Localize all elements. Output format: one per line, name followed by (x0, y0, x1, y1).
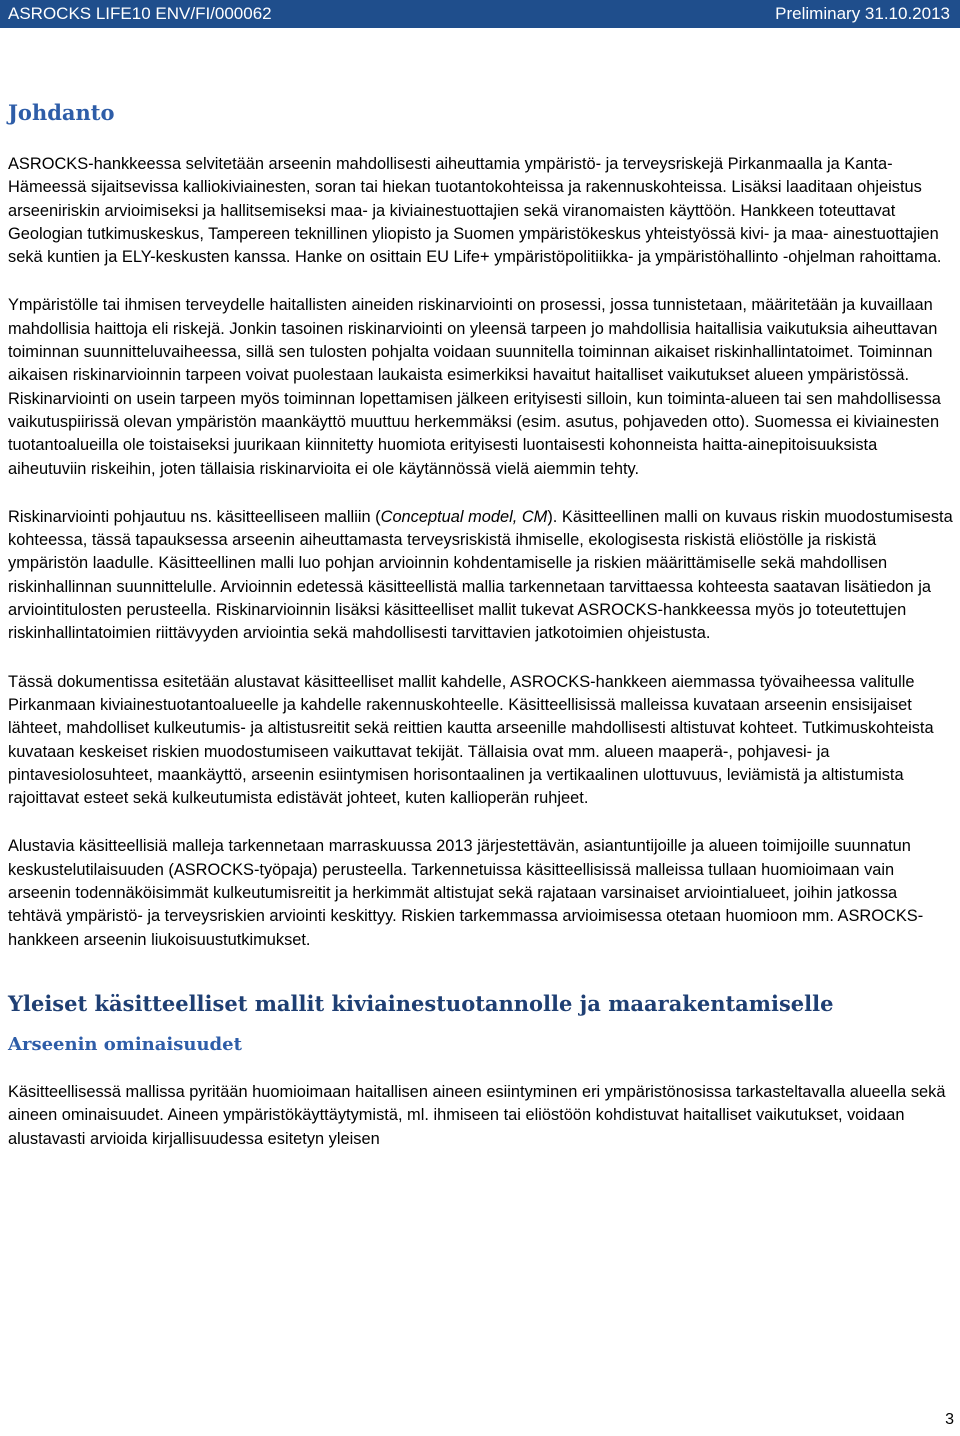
paragraph-2: Ympäristölle tai ihmisen terveydelle haitallisten aineiden riskinarviointi on prosessi, jossa tunnistetaan, määritetään ja kuvaillaan mahdollisia haittoja eli riskejä. Jonkin tasoinen riskinarviointi on yleensä tarpeen jo mahdollisia haitallisia vaikutuksia aiheuttavan toiminnan suunnitteluvaiheessa, sillä sen tulosten pohjalta voidaan suunnitella toiminnan aikaiset riskinhallintatoimet. Toiminnan aikaisen riskinarvioinnin tarpeen voivat puolestaan laukaista esimerkiksi havaitut haitalliset vaikutukset alueen ympäristössä. Riskinarviointi on usein tarpeen myös toiminnan lopettamisen jälkeen erityisesti silloin, kun toiminta-alueen tai sen mahdollisessa vaikutuspiirissä olevan ympäristön maankäyttö muuttuu herkemmäksi (esim. asutus, pohjaveden otto). Suomessa ei kiviainesten tuotantoalueilla ole toistaiseksi juurikaan kiinnitetty huomiota erityisesti luontaisesti kohonneista haitta-ainepitoisuuksista aiheutuviin riskeihin, joten tällaisia riskinarvioita ei ole käytännössä vielä aiemmin tehty. (8, 296, 941, 478)
paragraph-6: Käsitteellisessä mallissa pyritään huomioimaan haitallisen aineen esiintyminen eri ympäristönosissa tarkasteltavalla alueella sekä aineen ominaisuudet. Aineen ympäristökäyttäytymistä, ml. ihmiseen tai eliöstöön kohdistuvat haitalliset vaikutukset, voidaan alustavasti arvioida kirjallisuudessa esitetyn yleisen (8, 1082, 946, 1148)
section-heading-general-models: Yleiset käsitteelliset mallit kiviainestuotannolle ja maarakentamiselle (8, 990, 834, 1016)
paragraph-4: Tässä dokumentissa esitetään alustavat käsitteelliset mallit kahdelle, ASROCKS-hankkeen aiemmassa työvaiheessa valitulle Pirkanmaan kiviainestuotantoalueelle ja kahdelle rakennuskohteelle. Käsitteellisissä malleissa kuvataan arseenin ensisijaiset lähteet, mahdolliset kulkeutumis- ja altistusreitit sekä reittien kautta arseenille mahdollisesti altistuvat kohteet. Tutkimuskohteista kuvataan keskeiset riskien muodostumiseen vaikuttavat tekijät. Tällaisia ovat mm. alueen maaperä-, pohjavesi- ja pintavesiolosuhteet, maankäyttö, arseenin esiintymisen horisontaalinen ja vertikaalinen ulottuvuus, leviämistä ja altistumista rajoittavat esteet sekä kulkeutumista edistävät johteet, kuten kallioperän ruhjeet. (8, 672, 934, 808)
page-number: 3 (945, 1411, 954, 1428)
page-header (0, 0, 960, 28)
header-status-date: Preliminary 31.10.2013 (775, 4, 950, 23)
paragraph-3 (8, 506, 954, 646)
paragraph-3-term: Conceptual model, CM (380, 507, 548, 526)
section-heading-introduction: Johdanto (8, 100, 115, 125)
paragraph-5: Alustavia käsitteellisiä malleja tarkennetaan marraskuussa 2013 järjestettävän, asiantuntijoille ja alueen toimijoille suunnatun keskustelutilaisuuden (ASROCKS-työpaja) perusteella. Tarkennetuissa käsitteellisissä malleissa tullaan huomioimaan vain arseenin todennäköisimmät kulkeutumisreitit ja herkimmät altistujat sekä rajataan varsinaiset arviointialueet, joihin jatkossa tehtävä ympäristö- ja terveysriskien arviointi keskittyy. Riskien tarkemmassa arvioimisessa otetaan huomioon mm. ASROCKS-hankkeen arseenin liukoisuustutkimukset. (8, 837, 924, 949)
paragraph-3-text-start: Riskinarviointi pohjautuu ns. käsitteelliseen malliin ( (8, 507, 381, 526)
document-body (8, 98, 954, 1151)
subsection-heading-arsenic-properties: Arseenin ominaisuudet (8, 1033, 242, 1055)
paragraph-3-text-end: ). Käsitteellinen malli on kuvaus riskin muodostumisesta kohteessa, tässä tapauksessa arseenin aiheuttamasta terveysriskistä ihmiselle, ekologisesta riskistä eliöstölle ja riskistä ympäristön laadulle. Käsitteellinen malli luo pohjan arvioinnin kohdentamiselle ja riskien määrittämiselle sekä mahdollisen riskinhallinnan suunnittelulle. Arvioinnin edetessä käsitteellistä mallia tarkennetaan tarvittaessa kohteesta saatavan lisätiedon ja arviointitulosten perusteella. Riskinarvioinnin lisäksi käsitteelliset mallit tukevat ASROCKS-hankkeessa myös jo toteutettujen riskinhallintatoimien riittävyyden arviointia sekä mahdollisesti tarvittavien jatkotoimien ohjeistusta. (8, 507, 953, 643)
paragraph-1: ASROCKS-hankkeessa selvitetään arseenin mahdollisesti aiheuttamia ympäristö- ja terveysriskejä Pirkanmaalla ja Kanta-Hämeessä sijaitsevissa kalliokiviainesten, soran tai hiekan tuotantokohteissa ja rakennuskohteissa. Lisäksi laaditaan ohjeistus arseeniriskin arvioimiseksi ja hallitsemiseksi maa- ja kiviainestuottajien sekä viranomaisten käyttöön. Hankkeen toteuttavat Geologian tutkimuskeskus, Tampereen teknillinen yliopisto ja Suomen ympäristökeskus yhteistyössä kivi- ja maa- ainestuottajien sekä kuntien ja ELY-keskusten kanssa. Hanke on osittain EU Life+ ympäristöpolitiikka- ja ympäristöhallinto -ohjelman rahoittama. (8, 155, 942, 267)
header-project-code: ASROCKS LIFE10 ENV/FI/000062 (8, 4, 272, 23)
